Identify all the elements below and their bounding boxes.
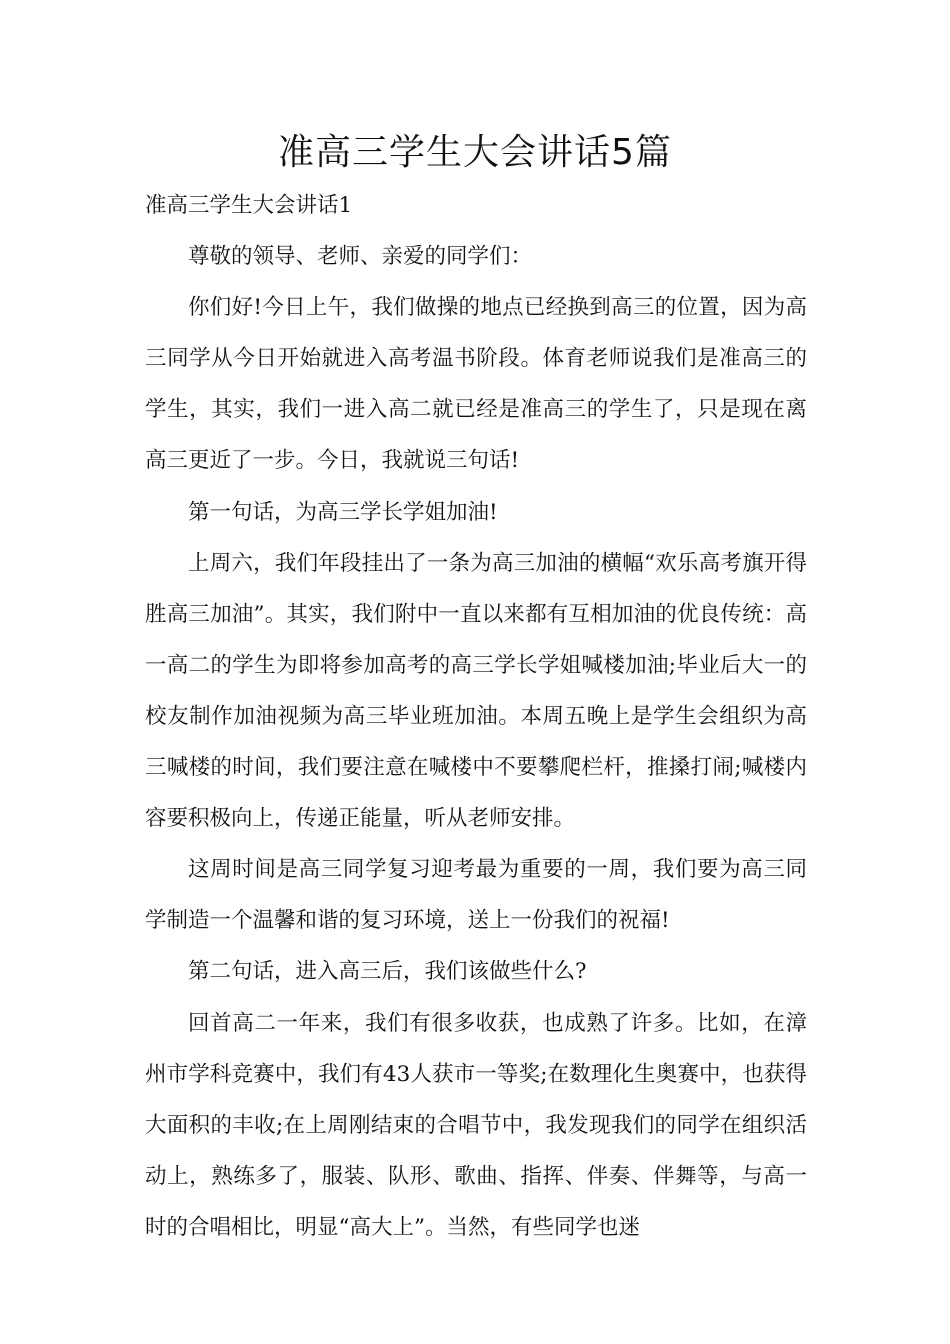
document-body [145, 180, 807, 1253]
paragraph-salutation: 尊敬的领导、老师、亲爱的同学们： [188, 244, 533, 270]
section-heading: 准高三学生大会讲话1 [145, 193, 353, 218]
paragraph-review-week: 这周时间是高三同学复习迎考最为重要的一周，我们要为高三同学制造一个温馨和谐的复习环境，送上一份我们的祝福! [145, 857, 807, 934]
paragraph-first-point: 第一句话，为高三学长学姐加油! [188, 499, 498, 525]
paragraph-looking-back: 回首高二一年来，我们有很多收获，也成熟了许多。比如，在漳州市学科竞赛中，我们有43人获市一等奖;在数理化生奥赛中，也获得大面积的丰收;在上周刚结束的合唱节中，我发现我们的同学在组织活动上，熟练多了，服装、队形、歌曲、指挥、伴奏、伴舞等，与高一时的合唱相比，明显“高大上”。当然，有些同学也迷 [145, 1010, 807, 1240]
paragraph-cheering-tradition: 上周六，我们年段挂出了一条为高三加油的横幅“欢乐高考旗开得胜高三加油”。其实，我们附中一直以来都有互相加油的优良传统：高一高二的学生为即将参加高考的高三学长学姐喊楼加油;毕业后大一的校友制作加油视频为高三毕业班加油。本周五晚上是学生会组织为高三喊楼的时间，我们要注意在喊楼中不要攀爬栏杆，推搡打闹;喊楼内容要积极向上，传递正能量，听从老师安排。 [145, 550, 807, 832]
document-title: 准高三学生大会讲话5篇 [278, 132, 672, 173]
paragraph-greeting: 你们好!今日上午，我们做操的地点已经换到高三的位置，因为高三同学从今日开始就进入高考温书阶段。体育老师说我们是准高三的学生，其实，我们一进入高二就已经是准高三的学生了，只是现在离高三更近了一步。今日，我就说三句话! [145, 295, 807, 474]
paragraph-second-point: 第二句话，进入高三后，我们该做些什么? [188, 959, 587, 985]
